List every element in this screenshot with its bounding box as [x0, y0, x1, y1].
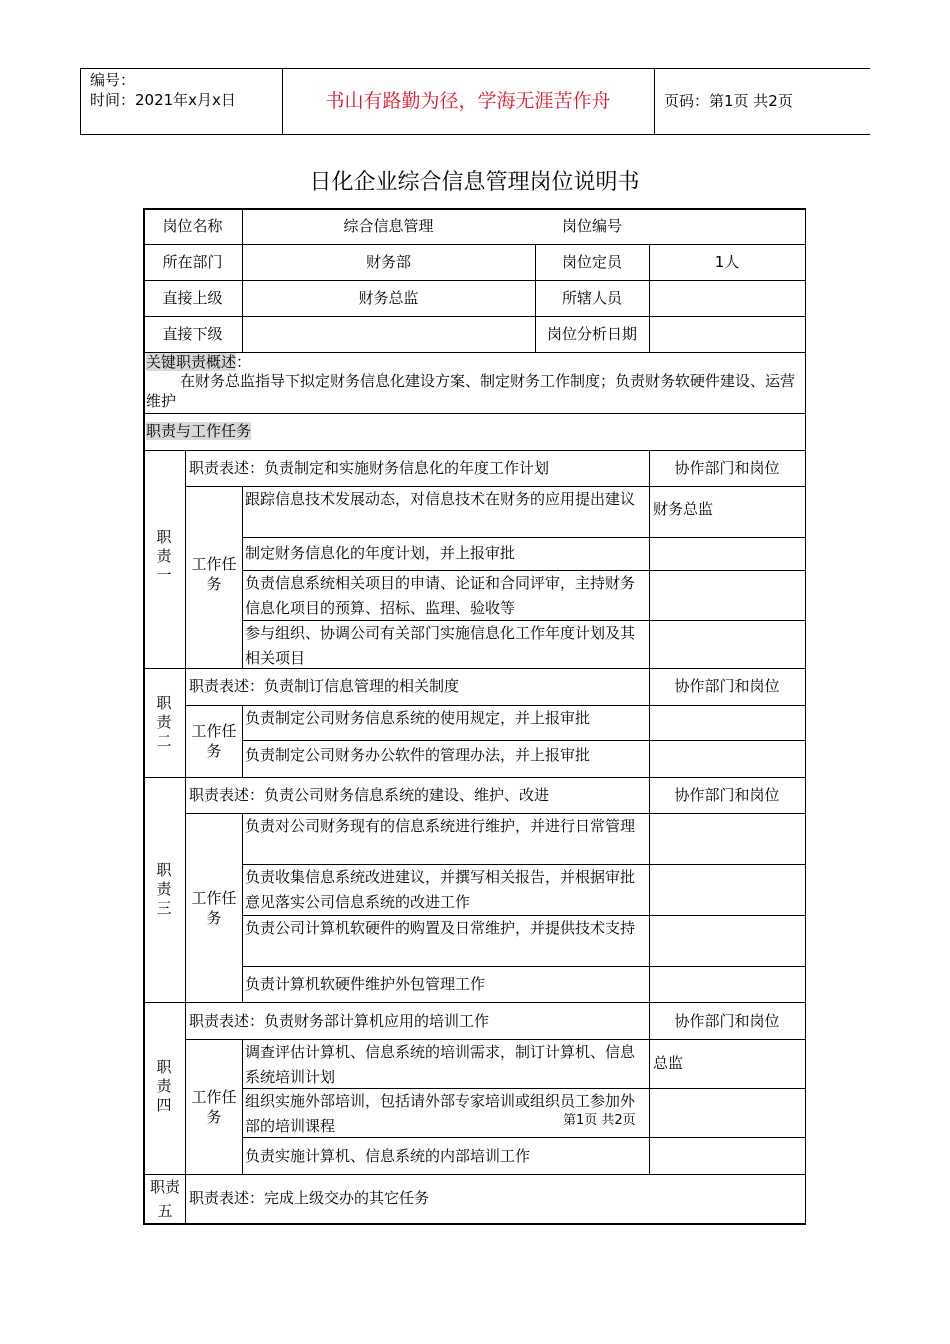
duties-header: 职责与工作任务 [146, 422, 252, 440]
page-title: 日化企业综合信息管理岗位说明书 [309, 170, 640, 195]
analysis-date-label: 岗位分析日期 [546, 325, 637, 343]
coop-label: 协作部门和岗位 [674, 786, 780, 804]
motto: 书山有路勤为径，学海无涯苦作舟 [325, 90, 611, 112]
summary-text: 在财务总监指导下拟定财务信息化建设方案、制定财务工作制度；负责财务软硬件建设、运营维护 [146, 372, 796, 410]
summary-heading [146, 352, 251, 372]
superior-label: 直接上级 [162, 289, 223, 307]
task-item: 负责收集信息系统改进建议，并撰写相关报告，并根据审批意见落实公司信息系统的改进工作 [245, 868, 636, 911]
task-item: 制定财务信息化的年度计划，并上报审批 [245, 544, 516, 562]
work-task-label: 工作任务 [191, 1088, 237, 1126]
coop-value: 财务总监 [653, 500, 714, 518]
task-item: 负责制定公司财务办公软件的管理办法，并上报审批 [245, 746, 591, 764]
task-item: 参与组织、协调公司有关部门实施信息化工作年度计划及其相关项目 [245, 624, 636, 667]
post-no-label: 岗位编号 [561, 217, 622, 235]
footer-page-number: 第1页 共2页 [563, 1113, 636, 1128]
page-info: 页码：第1页 共2页 [664, 92, 793, 110]
duty-name: 职责三 [156, 861, 172, 917]
task-item: 负责信息系统相关项目的申请、论证和合同评审，主持财务信息化项目的预算、招标、监理、验收等 [245, 574, 636, 617]
duty-statement: 职责表述：负责公司财务信息系统的建设、维护、改进 [189, 786, 550, 804]
coop-value: 总监 [653, 1054, 684, 1072]
work-task-label: 工作任务 [191, 555, 237, 593]
time-label: 时间：2021年x月x日 [90, 91, 236, 109]
duty-name: 职责五 [149, 1178, 180, 1220]
headcount-value: 1人 [714, 253, 740, 271]
dept-value: 财务部 [365, 253, 411, 271]
task-item: 组织实施外部培训，包括请外部专家培训或组织员工参加外部的培训课程 [245, 1092, 636, 1135]
post-name-label: 岗位名称 [162, 217, 223, 235]
duty-statement: 职责表述：负责财务部计算机应用的培训工作 [189, 1012, 490, 1030]
summary-colon: ： [236, 353, 252, 371]
coop-label: 协作部门和岗位 [674, 677, 780, 695]
task-item: 调查评估计算机、信息系统的培训需求，制订计算机、信息系统培训计划 [245, 1043, 636, 1086]
task-item: 负责对公司财务现有的信息系统进行维护，并进行日常管理 [245, 817, 636, 835]
summary-label: 关键职责概述 [146, 353, 237, 371]
task-item: 负责制定公司财务信息系统的使用规定，并上报审批 [245, 709, 591, 727]
subordinates-label: 所辖人员 [561, 289, 622, 307]
duty-name: 职责一 [156, 528, 172, 584]
work-task-label: 工作任务 [191, 889, 237, 927]
duty-name: 职责四 [156, 1058, 172, 1114]
duty-statement: 职责表述：负责制定和实施财务信息化的年度工作计划 [189, 459, 550, 477]
superior-value: 财务总监 [358, 289, 419, 307]
coop-label: 协作部门和岗位 [674, 459, 780, 477]
direct-sub-label: 直接下级 [162, 325, 223, 343]
duty-statement: 职责表述：完成上级交办的其它任务 [189, 1189, 430, 1207]
task-item: 负责计算机软硬件维护外包管理工作 [245, 975, 486, 993]
duty-statement: 职责表述：负责制订信息管理的相关制度 [189, 677, 460, 695]
coop-label: 协作部门和岗位 [674, 1012, 780, 1030]
dept-label: 所在部门 [162, 253, 223, 271]
duty-name: 职责二 [156, 694, 172, 750]
work-task-label: 工作任务 [191, 722, 237, 760]
task-item: 负责公司计算机软硬件的购置及日常维护，并提供技术支持 [245, 919, 636, 937]
headcount-label: 岗位定员 [561, 253, 622, 271]
number-label: 编号： [90, 71, 136, 89]
task-item: 负责实施计算机、信息系统的内部培训工作 [245, 1147, 531, 1165]
task-item: 跟踪信息技术发展动态，对信息技术在财务的应用提出建议 [245, 490, 636, 508]
post-name-value: 综合信息管理 [343, 217, 434, 235]
